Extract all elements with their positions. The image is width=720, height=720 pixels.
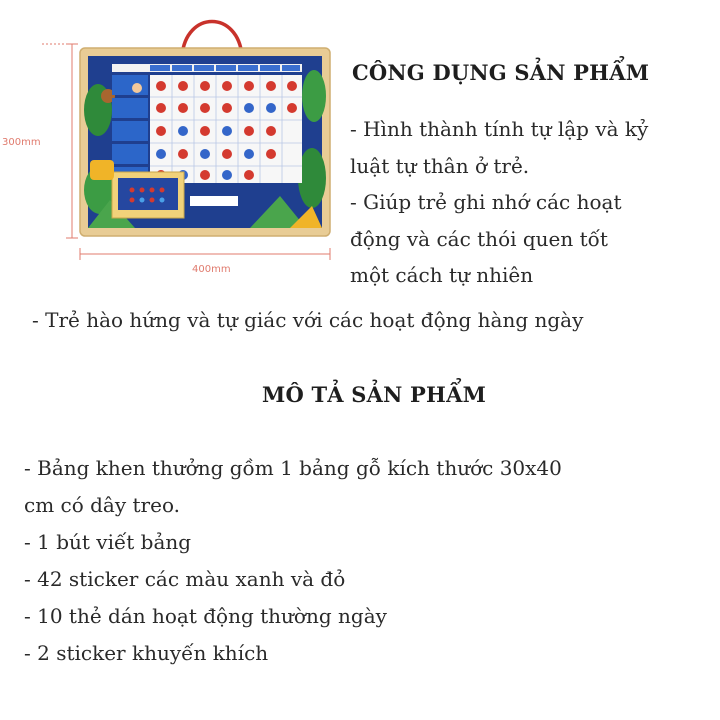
usage-line: - Hình thành tính tự lập và kỷ	[350, 117, 649, 141]
usage-title: CÔNG DỤNG SẢN PHẨM	[352, 60, 650, 85]
usage-line: - Giúp trẻ ghi nhớ các hoạt	[350, 190, 622, 214]
width-dimension-label: 400mm	[192, 264, 231, 275]
description-line: - 2 sticker khuyến khích	[24, 641, 269, 665]
kid-character	[132, 83, 142, 93]
usage-list	[350, 111, 648, 294]
responsibility-chart-board	[0, 0, 345, 300]
description-list	[24, 450, 562, 672]
usage-line: động và các thói quen tốt	[350, 226, 608, 251]
chart-title-banner	[190, 196, 238, 206]
description-line: - Bảng khen thưởng gồm 1 bảng gỗ kích thước 30x40	[24, 456, 562, 480]
usage-wide-line: - Trẻ hào hứng và tự giác với các hoạt động hàng ngày	[32, 308, 584, 332]
description-line: - 1 bút viết bảng	[24, 530, 192, 554]
usage-line: luật tự thân ở trẻ.	[350, 153, 530, 178]
description-line: - 42 sticker các màu xanh và đỏ	[24, 567, 346, 591]
usage-line: một cách tự nhiên	[350, 263, 534, 287]
height-dimension-label: 300mm	[2, 137, 41, 148]
description-line: - 10 thẻ dán hoạt động thường ngày	[24, 604, 387, 628]
product-image	[0, 0, 345, 300]
description-title: MÔ TẢ SẢN PHẨM	[262, 382, 487, 407]
description-line: cm có dây treo.	[24, 493, 180, 517]
sticker-grid	[150, 75, 302, 183]
